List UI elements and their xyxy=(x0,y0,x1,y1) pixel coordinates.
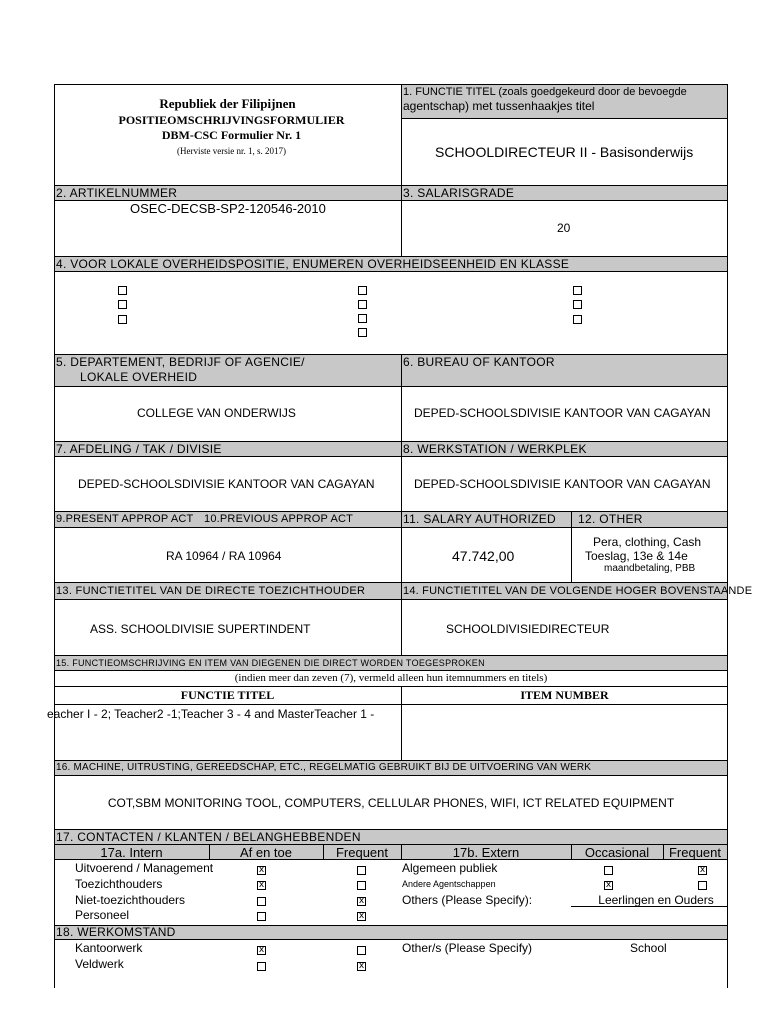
f17-others-label: Others (Please Specify): xyxy=(402,893,533,907)
f13-label: 13. FUNCTIETITEL VAN DE DIRECTE TOEZICHTHOUDER xyxy=(56,585,366,597)
form-version: (Herviste versie nr. 1, s. 2017) xyxy=(177,146,286,156)
f17-freq2-header: Frequent xyxy=(668,845,722,860)
f13-value: ASS. SCHOOLDIVISIE SUPERTINDENT xyxy=(90,622,311,636)
f17-intern-row-2: Toezichthouders xyxy=(75,877,163,891)
f14-value: SCHOOLDIVISIEDIRECTEUR xyxy=(446,622,610,636)
f2-label: 2. ARTIKELNUMMER xyxy=(56,186,178,200)
f18-others-label: Other/s (Please Specify) xyxy=(402,941,533,955)
lgu-checkbox-5[interactable] xyxy=(358,300,367,309)
f18-b-1[interactable] xyxy=(357,946,366,955)
f16-value: COT,SBM MONITORING TOOL, COMPUTERS, CELLULAR PHONES, WIFI, ICT RELATED EQUIPMENT xyxy=(107,796,675,810)
f17-intern-freq-4[interactable]: x xyxy=(358,911,365,921)
f17-intern-freq-1[interactable] xyxy=(357,866,366,875)
f8-value: DEPED-SCHOOLSDIVISIE KANTOOR VAN CAGAYAN xyxy=(414,477,711,491)
form-title: POSITIEOMSCHRIJVINGSFORMULIER xyxy=(118,113,345,127)
f3-label: 3. SALARISGRADE xyxy=(403,186,515,200)
lgu-checkbox-2[interactable] xyxy=(118,300,127,309)
f11-label: 11. SALARY AUTHORIZED xyxy=(403,512,557,526)
f17-occ-header: Occasional xyxy=(584,845,650,860)
f17-extern-freq-1[interactable]: x xyxy=(699,865,706,875)
f9-label: 9.PRESENT APPROP ACT xyxy=(56,513,194,525)
f17-intern-row-1: Uitvoerend / Management xyxy=(75,861,214,875)
f15-label: 15. FUNCTIEOMSCHRIJVING EN ITEM VAN DIEGENEN DIE DIRECT WORDEN TOEGESPROKEN xyxy=(56,658,485,668)
f6-label: 6. BUREAU OF KANTOOR xyxy=(403,355,555,369)
f17-label: 17. CONTACTEN / KLANTEN / BELANGHEBBENDEN xyxy=(56,830,361,844)
f17-extern-row-2: Andere Agentschappen xyxy=(402,879,496,889)
lgu-checkbox-9[interactable] xyxy=(573,300,582,309)
f2-value: OSEC-DECSB-SP2-120546-2010 xyxy=(130,201,326,216)
f14-label: 14. FUNCTIETITEL VAN DE VOLGENDE HOGER BOVENSTAANDE xyxy=(403,585,753,597)
f8-label: 8. WERKSTATION / WERKPLEK xyxy=(403,442,587,456)
f17-af-header: Af en toe xyxy=(239,845,293,860)
f7-label: 7. AFDELING / TAK / DIVISIE xyxy=(56,442,222,456)
lgu-checkbox-7[interactable] xyxy=(358,328,367,337)
f17-intern-af-4[interactable] xyxy=(257,912,266,921)
lgu-checkbox-1[interactable] xyxy=(118,286,127,295)
f4-label: 4. VOOR LOKALE OVERHEIDSPOSITIE, ENUMEREN OVERHEIDSEENHEID EN KLASSE xyxy=(56,257,570,271)
f18-label: 18. WERKOMSTAND xyxy=(56,925,176,939)
f18-row-2: Veldwerk xyxy=(75,957,124,971)
f17-intern-row-4: Personeel xyxy=(75,908,130,922)
f12-label: 12. OTHER xyxy=(578,512,643,526)
f5-label-b: LOKALE OVERHEID xyxy=(80,370,198,384)
f7-value: DEPED-SCHOOLSDIVISIE KANTOOR VAN CAGAYAN xyxy=(78,477,375,491)
f17-extern-row-1: Algemeen publiek xyxy=(402,861,498,875)
f15-note: (indien meer dan zeven (7), vermeld alleen hun itemnummers en titels) xyxy=(234,672,548,684)
f12-value-a: Pera, clothing, Cash xyxy=(593,535,702,549)
lgu-checkbox-8[interactable] xyxy=(573,286,582,295)
f9-value: RA 10964 / RA 10964 xyxy=(166,549,282,563)
f15-col-title: FUNCTIE TITEL xyxy=(180,688,275,702)
f18-others-value: School xyxy=(630,941,667,955)
f18-b-2[interactable]: x xyxy=(358,961,365,971)
f3-value: 20 xyxy=(557,221,571,235)
f17-extern-freq-2[interactable] xyxy=(698,881,707,890)
f12-value-c: maandbetaling, PBB xyxy=(604,563,696,574)
f1-label-a: 1. FUNCTIE TITEL (zoals goedgekeurd door de bevoegde xyxy=(403,86,687,98)
f1-value: SCHOOLDIRECTEUR II - Basisonderwijs xyxy=(435,144,694,160)
f10-label: 10.PREVIOUS APPROP ACT xyxy=(204,513,354,525)
f6-value: DEPED-SCHOOLSDIVISIE KANTOOR VAN CAGAYAN xyxy=(414,406,711,420)
f5-label-a: 5. DEPARTEMENT, BEDRIJF OF AGENCIE/ xyxy=(56,355,305,369)
f17-intern-af-2[interactable]: x xyxy=(258,880,265,890)
f17-extern-occ-1[interactable] xyxy=(604,866,613,875)
form-number: DBM-CSC Formulier Nr. 1 xyxy=(161,128,302,142)
f1-label-b: agentschap) met tussenhaakjes titel xyxy=(403,99,595,113)
f17-extern-occ-2[interactable]: x xyxy=(605,880,612,890)
lgu-checkbox-10[interactable] xyxy=(573,315,582,324)
f5-value: COLLEGE VAN ONDERWIJS xyxy=(137,406,296,420)
f11-value: 47.742,00 xyxy=(452,548,515,564)
f15-value: eacher I - 2; Teacher2 -1;Teacher 3 - 4 and MasterTeacher 1 - xyxy=(47,707,375,721)
f17-intern-header: 17a. Intern xyxy=(100,845,163,860)
f17-extern-header: 17b. Extern xyxy=(452,845,520,860)
republic-title: Republiek der Filipijnen xyxy=(159,96,296,111)
f17-intern-freq-2[interactable] xyxy=(357,881,366,890)
f17-intern-freq-3[interactable]: x xyxy=(358,896,365,906)
f16-label: 16. MACHINE, UITRUSTING, GEREEDSCHAP, ETC., REGELMATIG GEBRUIKT BIJ DE UITVOERING VAN WERK xyxy=(56,762,592,773)
f18-row-1: Kantoorwerk xyxy=(75,941,143,955)
lgu-checkbox-4[interactable] xyxy=(358,286,367,295)
f17-others-value: Leerlingen en Ouders xyxy=(598,893,714,907)
lgu-checkbox-3[interactable] xyxy=(118,315,127,324)
f12-value-b: Toeslag, 13e & 14e xyxy=(585,549,688,563)
f17-intern-af-1[interactable]: x xyxy=(258,865,265,875)
f15-col-item: ITEM NUMBER xyxy=(520,688,609,702)
f18-a-2[interactable] xyxy=(257,962,266,971)
f17-intern-af-3[interactable] xyxy=(257,897,266,906)
lgu-checkbox-6[interactable] xyxy=(358,314,367,323)
f18-a-1[interactable]: x xyxy=(258,945,265,955)
f17-intern-row-3: Niet-toezichthouders xyxy=(75,893,186,907)
f17-freq-header: Frequent xyxy=(335,845,389,860)
